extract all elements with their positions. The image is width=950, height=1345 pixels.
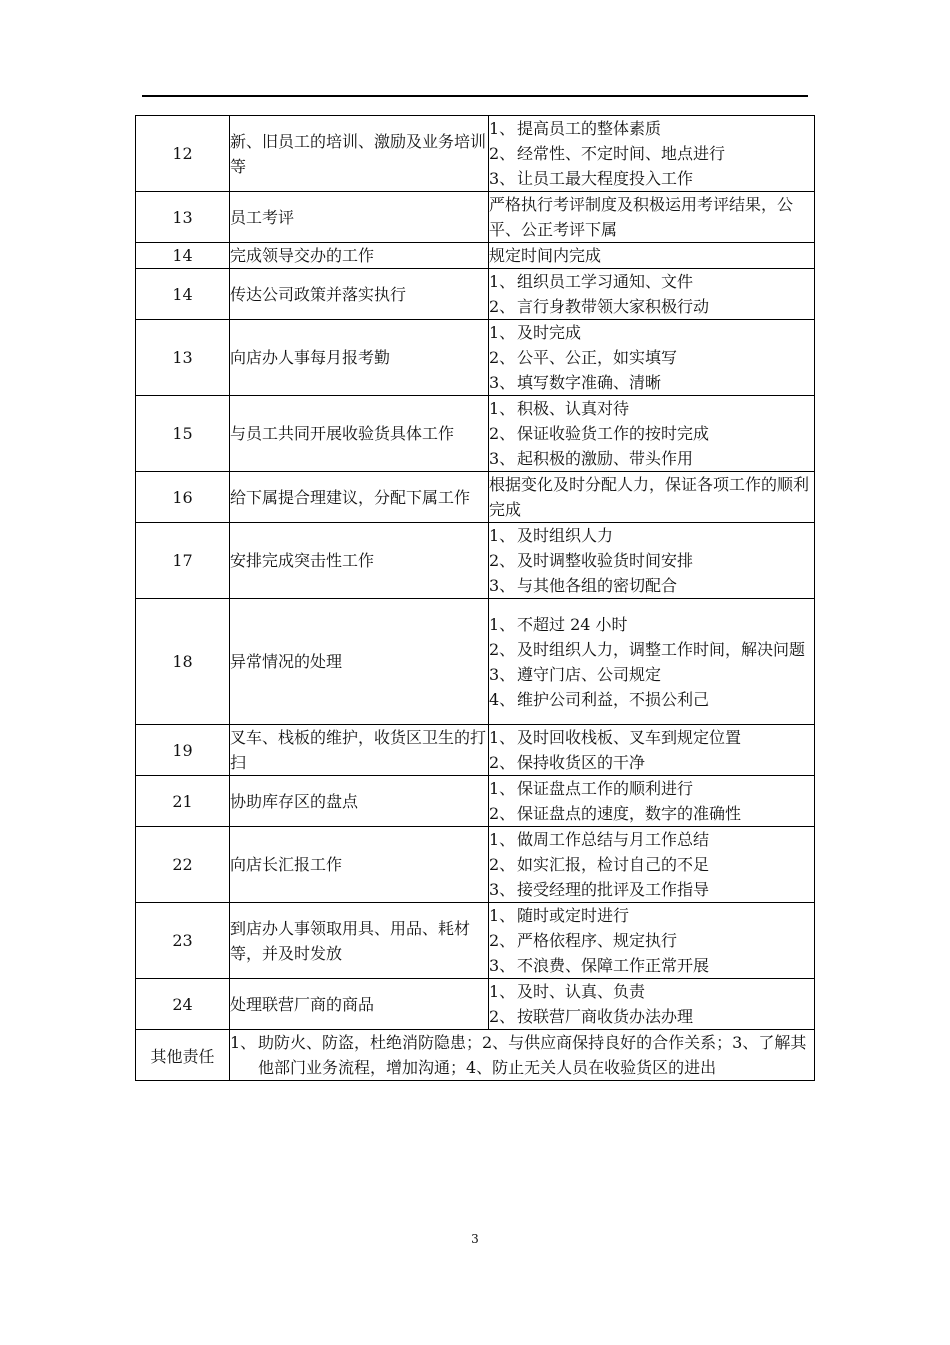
standard-text: 不浪费、保障工作正常开展	[517, 956, 710, 975]
table-row	[136, 472, 815, 523]
table-row	[136, 827, 815, 903]
standard-text: 如实汇报，检讨自己的不足	[517, 855, 710, 874]
standards-cell	[489, 599, 815, 725]
standards-cell	[489, 472, 815, 523]
standards-cell	[489, 243, 815, 269]
table-body	[136, 116, 815, 1081]
standard-text: 规定时间内完成	[489, 246, 602, 265]
standard-marker: 3、	[489, 373, 516, 392]
standard-item	[489, 396, 814, 421]
standard-text: 及时调整收验货时间安排	[517, 551, 694, 570]
standard-item	[489, 166, 814, 191]
standard-item	[489, 637, 814, 662]
standard-marker: 3、	[489, 449, 516, 468]
standard-marker: 1、	[489, 906, 516, 925]
duty-table	[135, 115, 815, 1081]
standard-item	[489, 903, 814, 928]
other-responsibilities-row	[136, 1030, 815, 1081]
standard-text: 遵守门店、公司规定	[517, 664, 662, 684]
table-row	[136, 979, 815, 1030]
standards-cell	[489, 320, 815, 396]
standard-item	[489, 141, 814, 166]
standard-text: 保证盘点工作的顺利进行	[517, 779, 694, 798]
standard-marker: 2、	[489, 424, 516, 443]
table-row	[136, 599, 815, 725]
standard-marker: 1、	[489, 272, 516, 291]
row-number: 18	[136, 599, 230, 725]
standard-marker: 3、	[489, 880, 516, 899]
standard-item	[489, 852, 814, 877]
table-row	[136, 192, 815, 243]
standard-text: 根据变化及时分配人力，保证各项工作的顺利完成	[489, 475, 810, 519]
standard-text: 随时或定时进行	[517, 906, 630, 925]
standard-item	[489, 776, 814, 801]
standard-text: 言行身教带领大家积极行动	[517, 297, 710, 316]
standard-text: 起积极的激励、带头作用	[517, 449, 694, 468]
standard-text: 及时、认真、负责	[517, 982, 646, 1001]
row-number: 24	[136, 979, 230, 1030]
other-responsibilities-text	[230, 1030, 815, 1081]
standards-cell	[489, 979, 815, 1030]
row-number: 12	[136, 116, 230, 192]
table-row	[136, 116, 815, 192]
standard-item	[489, 421, 814, 446]
standards-cell	[489, 827, 815, 903]
standard-item	[489, 687, 814, 712]
standard-marker: 1、	[489, 614, 516, 634]
standards-cell	[489, 725, 815, 776]
standard-text: 维护公司利益，不损公利己	[517, 689, 710, 709]
standard-text: 积极、认真对待	[517, 399, 630, 418]
row-number: 16	[136, 472, 230, 523]
row-number: 17	[136, 523, 230, 599]
task-description: 新、旧员工的培训、激励及业务培训等	[230, 116, 489, 192]
task-description: 向店办人事每月报考勤	[230, 320, 489, 396]
standard-item	[489, 573, 814, 598]
task-description: 向店长汇报工作	[230, 827, 489, 903]
standard-item	[489, 320, 814, 345]
table-row	[136, 320, 815, 396]
standard-item	[489, 345, 814, 370]
task-description: 员工考评	[230, 192, 489, 243]
row-number: 19	[136, 725, 230, 776]
standard-text: 让员工最大程度投入工作	[517, 169, 694, 188]
standard-item	[489, 979, 814, 1004]
standards-cell	[489, 776, 815, 827]
task-description: 处理联营厂商的商品	[230, 979, 489, 1030]
task-description: 到店办人事领取用具、用品、耗材等，并及时发放	[230, 903, 489, 979]
task-description: 完成领导交办的工作	[230, 243, 489, 269]
standard-marker: 2、	[489, 804, 516, 823]
standards-cell	[489, 396, 815, 472]
table-row	[136, 396, 815, 472]
table-row	[136, 269, 815, 320]
standard-text: 做周工作总结与月工作总结	[517, 830, 710, 849]
standard-item	[489, 877, 814, 902]
standard-text: 按联营厂商收货办法办理	[517, 1007, 694, 1026]
table-row	[136, 903, 815, 979]
standard-item	[489, 928, 814, 953]
standard-marker: 3、	[489, 169, 516, 188]
standard-marker: 4、	[489, 689, 516, 709]
standard-marker: 3、	[489, 576, 516, 595]
task-description: 与员工共同开展收验货具体工作	[230, 396, 489, 472]
standard-text: 填写数字准确、清晰	[517, 373, 662, 392]
standard-item	[489, 548, 814, 573]
row-number: 23	[136, 903, 230, 979]
standard-item	[489, 370, 814, 395]
row-number: 14	[136, 243, 230, 269]
standard-text: 接受经理的批评及工作指导	[517, 880, 710, 899]
standard-item	[489, 801, 814, 826]
task-description: 协助库存区的盘点	[230, 776, 489, 827]
standard-item	[489, 294, 814, 319]
standard-text: 保证盘点的速度，数字的准确性	[517, 804, 742, 823]
standard-text: 保持收货区的干净	[517, 753, 646, 772]
standard-text: 公平、公正，如实填写	[517, 348, 678, 367]
standards-cell	[489, 116, 815, 192]
row-number: 13	[136, 320, 230, 396]
row-number: 14	[136, 269, 230, 320]
standard-marker: 1、	[489, 779, 516, 798]
standard-marker: 1、	[489, 526, 516, 545]
page-number: 3	[471, 1232, 479, 1246]
standard-marker: 2、	[489, 639, 516, 659]
task-description: 叉车、栈板的维护，收货区卫生的打扫	[230, 725, 489, 776]
standard-text: 提高员工的整体素质	[517, 119, 662, 138]
standard-text: 经常性、不定时间、地点进行	[517, 144, 726, 163]
standard-marker: 3、	[489, 956, 516, 975]
standard-text: 不超过 24 小时	[517, 614, 628, 634]
standard-text: 及时完成	[517, 323, 582, 342]
standard-item	[489, 523, 814, 548]
task-description: 给下属提合理建议，分配下属工作	[230, 472, 489, 523]
standard-item	[489, 725, 814, 750]
standard-marker: 2、	[489, 753, 516, 772]
table-row	[136, 523, 815, 599]
row-number: 22	[136, 827, 230, 903]
standard-marker: 2、	[489, 297, 516, 316]
other-marker: 1、	[230, 1033, 257, 1052]
table-row	[136, 776, 815, 827]
standard-item	[489, 612, 814, 637]
standard-text: 组织员工学习通知、文件	[517, 272, 694, 291]
row-number: 13	[136, 192, 230, 243]
standard-marker: 2、	[489, 551, 516, 570]
standard-marker: 2、	[489, 931, 516, 950]
standard-item	[489, 1004, 814, 1029]
standards-cell	[489, 523, 815, 599]
standard-text: 及时回收栈板、叉车到规定位置	[517, 728, 742, 747]
standards-cell	[489, 269, 815, 320]
standard-marker: 1、	[489, 830, 516, 849]
standard-marker: 1、	[489, 399, 516, 418]
standard-item	[489, 750, 814, 775]
standard-text: 与其他各组的密切配合	[517, 576, 678, 595]
table-row	[136, 725, 815, 776]
row-number: 15	[136, 396, 230, 472]
standard-marker: 3、	[489, 664, 516, 684]
other-responsibilities-label: 其他责任	[136, 1030, 230, 1081]
standard-marker: 1、	[489, 982, 516, 1001]
task-description: 异常情况的处理	[230, 599, 489, 725]
standard-text: 及时组织人力	[517, 526, 614, 545]
standard-text: 及时组织人力，调整工作时间，解决问题	[517, 639, 806, 659]
standard-text: 严格执行考评制度及积极运用考评结果，公平、公正考评下属	[489, 195, 794, 239]
standard-text: 严格依程序、规定执行	[517, 931, 678, 950]
standard-marker: 2、	[489, 1007, 516, 1026]
other-item	[230, 1030, 814, 1080]
standard-marker: 1、	[489, 728, 516, 747]
standard-text: 保证收验货工作的按时完成	[517, 424, 710, 443]
standard-item	[489, 116, 814, 141]
standard-item	[489, 446, 814, 471]
standard-item	[489, 269, 814, 294]
task-description: 传达公司政策并落实执行	[230, 269, 489, 320]
standard-marker: 2、	[489, 855, 516, 874]
standard-item	[489, 827, 814, 852]
standards-cell	[489, 192, 815, 243]
row-number: 21	[136, 776, 230, 827]
standards-cell	[489, 903, 815, 979]
other-text: 助防火、防盗，杜绝消防隐患；2、与供应商保持良好的合作关系；3、了解其他部门业务流程，增加沟通；4、防止无关人员在收验货区的进出	[258, 1033, 807, 1077]
task-description: 安排完成突击性工作	[230, 523, 489, 599]
standard-item	[489, 662, 814, 687]
standard-item	[489, 953, 814, 978]
standard-marker: 2、	[489, 348, 516, 367]
table-row	[136, 243, 815, 269]
standard-marker: 2、	[489, 144, 516, 163]
header-rule	[142, 95, 808, 97]
standard-marker: 1、	[489, 323, 516, 342]
standard-marker: 1、	[489, 119, 516, 138]
